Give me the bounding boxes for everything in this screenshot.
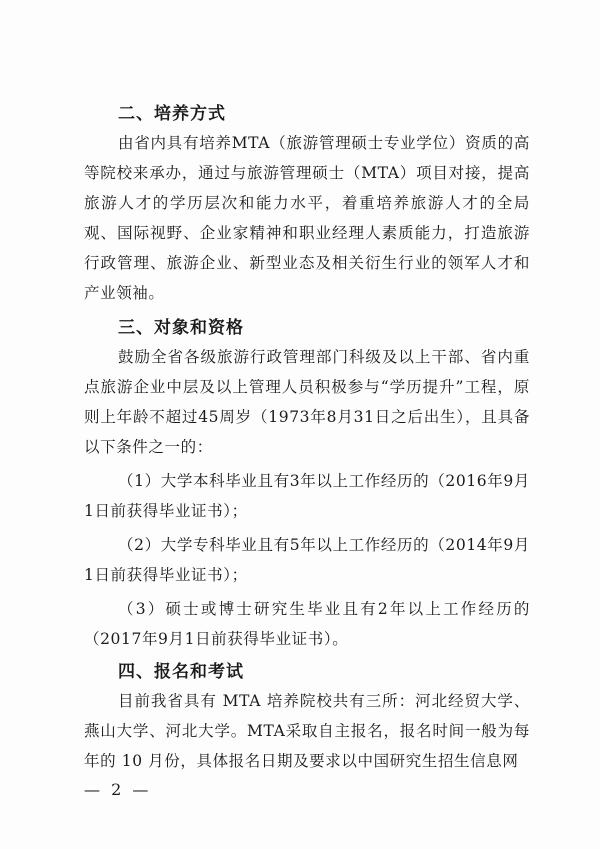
paragraph-condition-2: （2）大学专科毕业且有5年以上工作经历的（2014年9月1日前获得毕业证书）；	[84, 536, 530, 584]
paragraph-registration-exam: 目前我省具有 MTA 培养院校共有三所：河北经贸大学、燕山大学、河北大学。MTA采取自主报名，报名时间一般为每年的 10 月份，具体报名日期及要求以中国研究生招生信息网	[84, 692, 530, 770]
paragraph-condition-3: （3）硕士或博士研究生毕业且有2年以上工作经历的（2017年9月1日前获得毕业证书）。	[84, 600, 530, 648]
document-body	[84, 100, 530, 780]
page-number: — 2 —	[84, 780, 152, 799]
paragraph-training-method: 由省内具有培养MTA（旅游管理硕士专业学位）资质的高等院校来承办，通过与旅游管理硕士（MTA）项目对接，提高旅游人才的学历层次和能力水平，着重培养旅游人才的全局观、国际视野、企业家精神和职业经理人素质能力，打造旅游行政管理、旅游企业、新型业态及相关衍生行业的领军人才和产业领袖。	[84, 134, 530, 302]
paragraph-eligibility-intro: 鼓励全省各级旅游行政管理部门科级及以上干部、省内重点旅游企业中层及以上管理人员积极参与“学历提升”工程，原则上年龄不超过45周岁（1973年8月31日之后出生），且具备以下条件之一的：	[84, 348, 530, 456]
section-heading-training-method: 二、培养方式	[118, 104, 226, 124]
section-heading-eligibility: 三、对象和资格	[118, 318, 244, 338]
paragraph-condition-1: （1）大学本科毕业且有3年以上工作经历的（2016年9月1日前获得毕业证书）；	[84, 472, 530, 520]
section-heading-registration-exam: 四、报名和考试	[118, 662, 244, 682]
